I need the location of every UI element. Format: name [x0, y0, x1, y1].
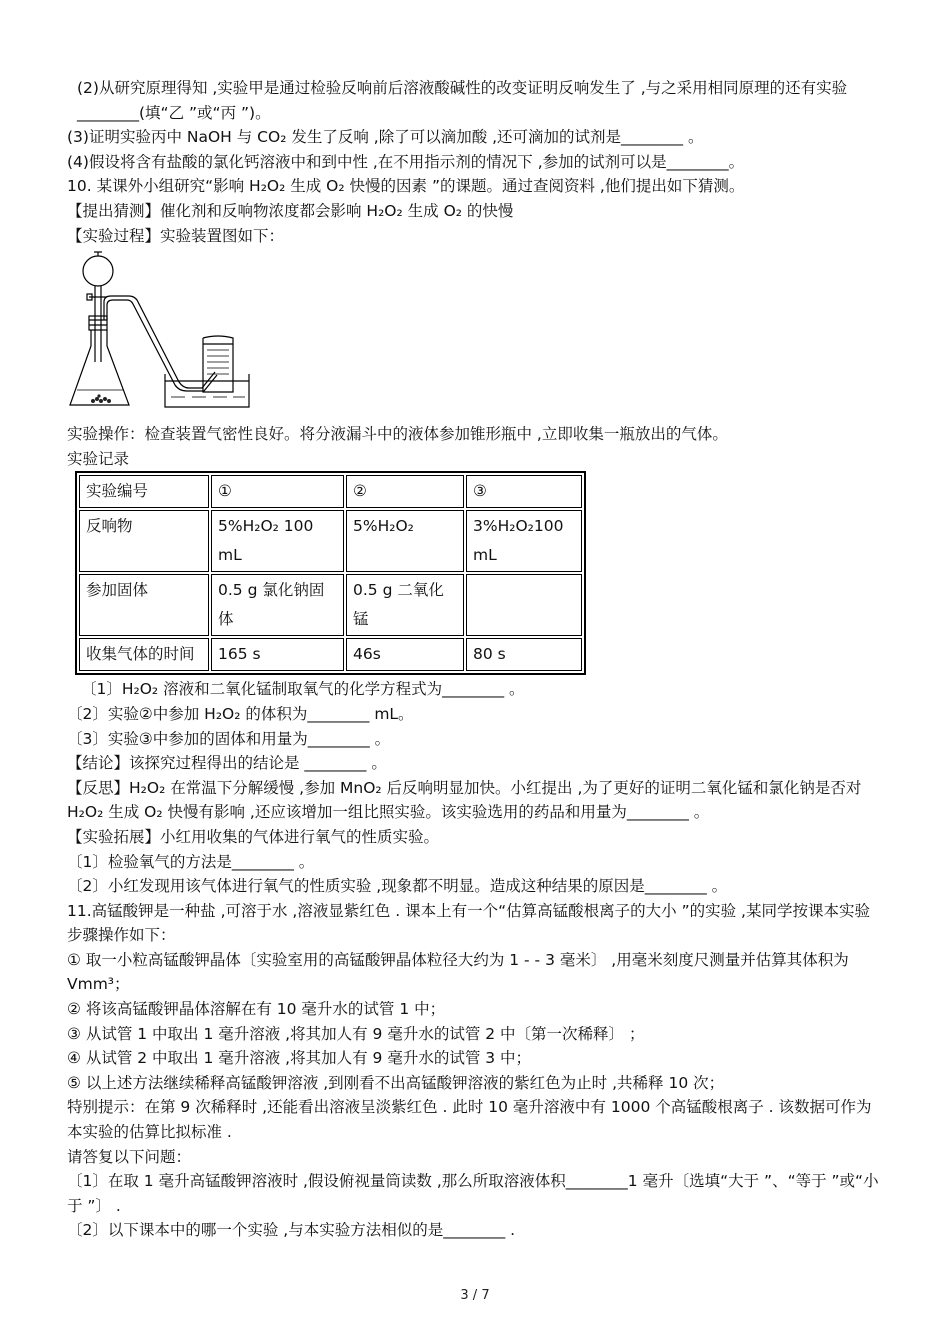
q11-prompt: 请答复以下问题： — [67, 1147, 192, 1166]
table-cell: 46s — [346, 638, 464, 671]
apparatus-diagram — [67, 250, 252, 420]
document-page — [67, 76, 883, 1243]
table-row — [79, 638, 582, 671]
q11-sub1: 〔1〕在取 1 毫升高锰酸钾溶液时 ,假设俯视量筒读数 ,那么所取溶液体积________1 毫升〔选填“大于 ”、“等于 ”或“小于 ”〕 . — [67, 1172, 879, 1215]
table-header-row — [79, 475, 582, 508]
table-cell — [466, 574, 582, 636]
table-cell: 0.5 g 氯化钠固体 — [211, 574, 344, 636]
table-cell: 参加固体 — [79, 574, 209, 636]
q11-step2: ② 将该高锰酸钾晶体溶解在有 10 毫升水的试管 1 中； — [67, 1000, 446, 1019]
table-header-cell: ① — [211, 475, 344, 508]
q10-ext2: 〔2〕小红发现用该气体进行氧气的性质实验 ,现象都不明显。造成这种结果的原因是________ 。 — [67, 877, 728, 896]
table-row — [79, 574, 582, 636]
table-cell: 80 s — [466, 638, 582, 671]
experiment-record-table — [75, 471, 586, 675]
table-header-cell: ③ — [466, 475, 582, 508]
q9-part3: (3)证明实验丙中 NaOH 与 CO₂ 发生了反响 ,除了可以滴加酸 ,还可滴加的试剂是________ 。 — [67, 128, 704, 147]
table-cell: 5%H₂O₂ — [346, 510, 464, 572]
page-number: 3 / 7 — [460, 1288, 490, 1303]
q11-note: 特别提示：在第 9 次稀释时 ,还能看出溶液呈淡紫红色 . 此时 10 毫升溶液中有 1000 个高锰酸根离子 . 该数据可作为本实验的估算比拟标准 . — [67, 1098, 872, 1142]
table-cell: 165 s — [211, 638, 344, 671]
table-cell: 5%H₂O₂ 100 mL — [211, 510, 344, 572]
q10-conclusion: 【结论】该探究过程得出的结论是 ________ 。 — [67, 754, 387, 773]
q11-step4: ④ 从试管 2 中取出 1 毫升溶液 ,将其加人有 9 毫升水的试管 3 中； — [67, 1049, 532, 1068]
q10-sub1: 〔1〕H₂O₂ 溶液和二氧化锰制取氧气的化学方程式为________ 。 — [81, 680, 525, 699]
table-cell: 0.5 g 二氧化锰 — [346, 574, 464, 636]
q10-extension: 【实验拓展】小红用收集的气体进行氧气的性质实验。 — [67, 827, 440, 846]
q11-intro: 11.高锰酸钾是一种盐 ,可溶于水 ,溶液显紫红色 . 课本上有一个“估算高锰酸根离子的大小 ”的实验 ,某同学按课本实验步骤操作如下： — [67, 901, 870, 945]
table-row — [79, 510, 582, 572]
q10-ext1: 〔1〕检验氧气的方法是________ 。 — [67, 852, 315, 871]
q10-intro: 10. 某课外小组研究“影响 H₂O₂ 生成 O₂ 快慢的因素 ”的课题。通过查阅资料 ,他们提出如下猜测。 — [67, 177, 745, 196]
table-header-cell: 实验编号 — [79, 475, 209, 508]
q11-sub2: 〔2〕以下课本中的哪一个实验 ,与本实验方法相似的是________ . — [67, 1221, 516, 1240]
q10-sub2: 〔2〕实验②中参加 H₂O₂ 的体积为________ mL。 — [67, 704, 414, 723]
table-cell: 反响物 — [79, 510, 209, 572]
q10-record-title: 实验记录 — [67, 449, 130, 468]
q10-operation: 实验操作：检查装置气密性良好。将分液漏斗中的液体参加锥形瓶中 ,立即收集一瓶放出的气体。 — [67, 425, 728, 444]
table-cell: 3%H₂O₂100 mL — [466, 510, 582, 572]
q11-step1: ① 取一小粒高锰酸钾晶体〔实验室用的高锰酸钾晶体粒径大约为 1 - - 3 毫米〕 ,用毫米刻度尺测量并估算其体积为 Vmm³； — [67, 950, 849, 994]
q10-sub3: 〔3〕实验③中参加的固体和用量为________ 。 — [67, 729, 391, 748]
q9-part2: (2)从研究原理得知 ,实验甲是通过检验反响前后溶液酸碱性的改变证明反响发生了 ,与之采用相同原理的还有实验________(填“乙 ”或“丙 ”)。 — [77, 79, 848, 122]
q9-part4: (4)假设将含有盐酸的氯化钙溶液中和到中性 ,在不用指示剂的情况下 ,参加的试剂可以是________。 — [67, 152, 745, 171]
q11-step5: ⑤ 以上述方法继续稀释高锰酸钾溶液 ,到刚看不出高锰酸钾溶液的紫红色为止时 ,共稀释 10 次； — [67, 1073, 725, 1092]
q10-reflection: 【反思】H₂O₂ 在常温下分解缓慢 ,参加 MnO₂ 后反响明显加快。小红提出 ,为了更好的证明二氧化锰和氯化钠是否对 H₂O₂ 生成 O₂ 快慢有影响 ,还应该增加一组比照实验。该实验选用的药品和用量为________ 。 — [67, 778, 862, 822]
table-cell: 收集气体的时间 — [79, 638, 209, 671]
q11-step3: ③ 从试管 1 中取出 1 毫升溶液 ,将其加人有 9 毫升水的试管 2 中〔第一次稀释〕 ； — [67, 1024, 645, 1043]
q10-hypothesis: 【提出猜测】催化剂和反响物浓度都会影响 H₂O₂ 生成 O₂ 的快慢 — [67, 201, 514, 220]
q10-process: 【实验过程】实验装置图如下： — [67, 226, 285, 245]
table-header-cell: ② — [346, 475, 464, 508]
